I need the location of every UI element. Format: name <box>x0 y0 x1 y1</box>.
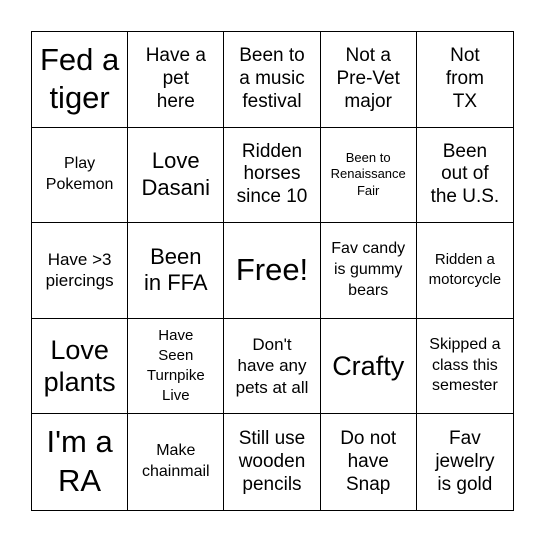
bingo-cell-r5c2[interactable] <box>128 414 224 510</box>
bingo-cell-r2c5[interactable] <box>417 128 513 224</box>
cell-text: Fav jewelry is gold <box>435 427 495 495</box>
bingo-cell-r1c5[interactable] <box>417 32 513 128</box>
bingo-cell-r4c2[interactable] <box>128 319 224 415</box>
bingo-cell-r2c2[interactable] <box>128 128 224 224</box>
cell-text: Have a pet here <box>145 45 206 112</box>
bingo-cell-r3c2[interactable] <box>128 223 224 319</box>
cell-text: Crafty <box>332 350 405 381</box>
cell-text: Have Seen Turnpike Live <box>146 326 205 405</box>
cell-text: Love Dasani <box>141 148 211 200</box>
cell-text: Been to a music festival <box>239 45 305 112</box>
bingo-cell-r4c1[interactable] <box>32 319 128 415</box>
cell-text: Don't have any pets at all <box>235 335 309 397</box>
cell-text: Do not have Snap <box>340 427 397 495</box>
bingo-cell-r3c3[interactable] <box>224 223 320 319</box>
cell-text: Ridden a motorcycle <box>428 251 502 289</box>
bingo-cell-r3c4[interactable] <box>321 223 417 319</box>
bingo-cell-r2c4[interactable] <box>321 128 417 224</box>
bingo-cell-r2c1[interactable] <box>32 128 128 224</box>
bingo-cell-r3c1[interactable] <box>32 223 128 319</box>
cell-text: Been out of the U.S. <box>430 140 500 208</box>
free-space: Free! <box>235 252 309 288</box>
bingo-cell-r5c4[interactable] <box>321 414 417 510</box>
bingo-board <box>31 31 514 511</box>
cell-text: Still use wooden pencils <box>238 427 306 495</box>
bingo-cell-r1c2[interactable] <box>128 32 224 128</box>
cell-text: Play Pokemon <box>45 155 114 193</box>
bingo-cell-r1c3[interactable] <box>224 32 320 128</box>
bingo-cell-r5c1[interactable] <box>32 414 128 510</box>
cell-text: Skipped a class this semester <box>429 335 501 395</box>
bingo-cell-r5c5[interactable] <box>417 414 513 510</box>
cell-text: Ridden horses since 10 <box>236 140 308 208</box>
cell-text: Have >3 piercings <box>45 250 114 291</box>
bingo-cell-r4c4[interactable] <box>321 319 417 415</box>
cell-text: Make chainmail <box>141 442 210 481</box>
cell-text: Been in FFA <box>144 243 208 296</box>
bingo-cell-r4c3[interactable] <box>224 319 320 415</box>
bingo-cell-r5c3[interactable] <box>224 414 320 510</box>
cell-text: I'm a RA <box>46 424 113 499</box>
bingo-cell-r4c5[interactable] <box>417 319 513 415</box>
cell-text: Not from TX <box>445 45 484 112</box>
cell-text: Fav candy is gummy bears <box>331 240 406 299</box>
cell-text: Been to Renaissance Fair <box>330 149 406 199</box>
cell-text: Not a Pre-Vet major <box>336 45 400 112</box>
bingo-cell-r1c1[interactable] <box>32 32 128 128</box>
bingo-cell-r3c5[interactable] <box>417 223 513 319</box>
bingo-cell-r2c3[interactable] <box>224 128 320 224</box>
cell-text: Fed a tiger <box>39 41 120 116</box>
cell-text: Love plants <box>43 334 116 398</box>
bingo-cell-r1c4[interactable] <box>321 32 417 128</box>
